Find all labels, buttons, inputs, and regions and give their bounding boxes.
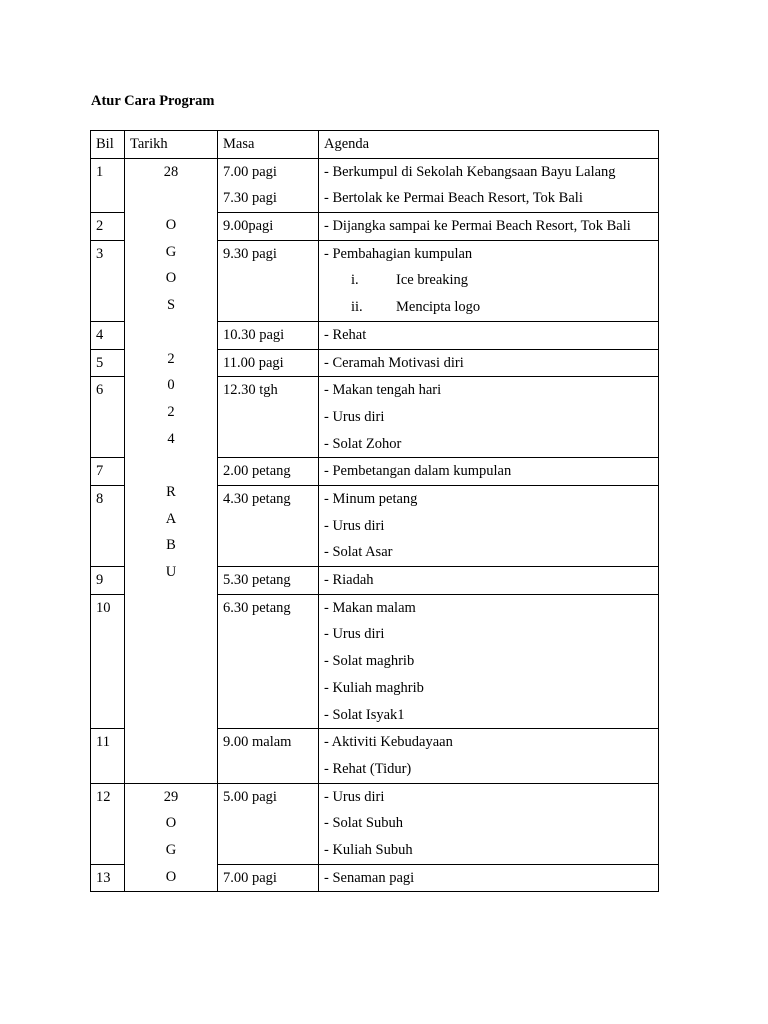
date-char bbox=[130, 319, 212, 346]
date-char: 2 bbox=[167, 403, 175, 420]
date-char: R bbox=[166, 483, 176, 500]
agenda-line: - Minum petang bbox=[324, 491, 418, 508]
row-masa bbox=[218, 213, 319, 241]
row-agenda bbox=[319, 240, 659, 321]
agenda-line: - Kuliah maghrib bbox=[324, 679, 424, 696]
row-bil: 8 bbox=[91, 486, 125, 567]
row-bil: 10 bbox=[91, 594, 125, 728]
agenda-line: - Riadah bbox=[324, 572, 374, 589]
date-char: U bbox=[165, 564, 177, 581]
agenda-line: - Urus diri bbox=[324, 517, 385, 534]
date-char: G bbox=[165, 243, 177, 260]
row-masa bbox=[218, 783, 319, 864]
row-agenda bbox=[319, 567, 659, 595]
row-masa bbox=[218, 349, 319, 377]
agenda-line: - Solat Subuh bbox=[324, 815, 403, 832]
masa-line: 7.00 pagi bbox=[223, 163, 277, 180]
row-bil: 9 bbox=[91, 567, 125, 595]
masa-line: 6.30 petang bbox=[223, 599, 291, 616]
date-cell-day1 bbox=[125, 158, 218, 783]
row-bil: 11 bbox=[91, 729, 125, 783]
header-row bbox=[91, 131, 659, 159]
schedule-table bbox=[90, 130, 659, 892]
subitem-number: ii. bbox=[351, 299, 363, 316]
row-masa bbox=[218, 377, 319, 458]
header-masa: Masa bbox=[218, 131, 319, 159]
row-agenda bbox=[319, 729, 659, 783]
table-row bbox=[91, 783, 659, 864]
row-agenda bbox=[319, 349, 659, 377]
date-char: 4 bbox=[167, 430, 175, 447]
row-agenda bbox=[319, 321, 659, 349]
masa-line: 11.00 pagi bbox=[223, 354, 284, 371]
agenda-line: - Pembetangan dalam kumpulan bbox=[324, 463, 512, 480]
date-char bbox=[130, 452, 212, 479]
agenda-line: - Rehat bbox=[324, 326, 367, 343]
row-masa bbox=[218, 594, 319, 728]
masa-line: 2.00 petang bbox=[223, 463, 291, 480]
date-char: O bbox=[165, 815, 177, 832]
subitem-text: Ice breaking bbox=[396, 272, 469, 289]
header-bil: Bil bbox=[91, 131, 125, 159]
row-masa bbox=[218, 321, 319, 349]
document-title: Atur Cara Program bbox=[91, 93, 215, 109]
agenda-line: - Solat Isyak1 bbox=[324, 706, 405, 723]
masa-line: 10.30 pagi bbox=[223, 326, 285, 343]
agenda-line: - Dijangka sampai ke Permai Beach Resort, Tok Bali bbox=[324, 218, 631, 235]
row-agenda bbox=[319, 458, 659, 486]
masa-line: 5.00 pagi bbox=[223, 788, 277, 805]
row-bil: 2 bbox=[91, 213, 125, 241]
date-char: A bbox=[165, 510, 177, 527]
agenda-line: - Berkumpul di Sekolah Kebangsaan Bayu Lalang bbox=[324, 163, 616, 180]
agenda-line: - Ceramah Motivasi diri bbox=[324, 354, 464, 371]
table-row bbox=[91, 158, 659, 212]
agenda-line: - Urus diri bbox=[324, 408, 385, 425]
date-char: B bbox=[166, 537, 176, 554]
date-char: 28 bbox=[163, 163, 179, 180]
row-bil: 3 bbox=[91, 240, 125, 321]
row-masa bbox=[218, 567, 319, 595]
date-char: O bbox=[165, 868, 177, 885]
row-masa bbox=[218, 486, 319, 567]
masa-line: 9.30 pagi bbox=[223, 245, 277, 262]
agenda-subitem bbox=[324, 267, 653, 294]
date-char: O bbox=[165, 270, 177, 287]
row-masa bbox=[218, 240, 319, 321]
masa-line: 7.00 pagi bbox=[223, 869, 277, 886]
masa-line: 9.00pagi bbox=[223, 218, 274, 235]
row-agenda bbox=[319, 864, 659, 892]
row-masa bbox=[218, 158, 319, 212]
date-char: O bbox=[165, 217, 177, 234]
row-agenda bbox=[319, 594, 659, 728]
agenda-line: - Urus diri bbox=[324, 788, 385, 805]
row-agenda bbox=[319, 783, 659, 864]
agenda-line: - Makan malam bbox=[324, 599, 416, 616]
masa-line: 5.30 petang bbox=[223, 572, 291, 589]
header-tarikh: Tarikh bbox=[125, 131, 218, 159]
masa-line: 7.30 pagi bbox=[223, 190, 277, 207]
row-agenda bbox=[319, 486, 659, 567]
row-bil: 7 bbox=[91, 458, 125, 486]
row-masa bbox=[218, 864, 319, 892]
date-char bbox=[130, 185, 212, 212]
row-bil: 1 bbox=[91, 158, 125, 212]
date-char: 29 bbox=[163, 788, 179, 805]
agenda-line: - Makan tengah hari bbox=[324, 382, 442, 399]
agenda-line: - Solat Zohor bbox=[324, 435, 402, 452]
date-char: 0 bbox=[167, 377, 175, 394]
agenda-line: - Solat Asar bbox=[324, 544, 393, 561]
row-masa bbox=[218, 458, 319, 486]
row-bil: 6 bbox=[91, 377, 125, 458]
masa-line: 12.30 tgh bbox=[223, 382, 278, 399]
masa-line: 4.30 petang bbox=[223, 491, 291, 508]
agenda-line: - Solat maghrib bbox=[324, 653, 415, 670]
row-bil: 12 bbox=[91, 783, 125, 864]
masa-line: 9.00 malam bbox=[223, 734, 292, 751]
subitem-number: i. bbox=[351, 272, 359, 289]
row-agenda bbox=[319, 213, 659, 241]
row-masa bbox=[218, 729, 319, 783]
agenda-line: - Senaman pagi bbox=[324, 869, 415, 886]
row-agenda bbox=[319, 158, 659, 212]
row-bil: 13 bbox=[91, 864, 125, 892]
agenda-line: - Kuliah Subuh bbox=[324, 841, 413, 858]
date-char: G bbox=[165, 841, 177, 858]
agenda-line: - Aktiviti Kebudayaan bbox=[324, 734, 453, 751]
agenda-line: - Bertolak ke Permai Beach Resort, Tok Bali bbox=[324, 190, 583, 207]
row-bil: 4 bbox=[91, 321, 125, 349]
date-char: 2 bbox=[167, 350, 175, 367]
row-bil: 5 bbox=[91, 349, 125, 377]
subitem-text: Mencipta logo bbox=[396, 299, 481, 316]
row-agenda bbox=[319, 377, 659, 458]
header-agenda: Agenda bbox=[319, 131, 659, 159]
agenda-subitem bbox=[324, 294, 653, 321]
agenda-line: - Rehat (Tidur) bbox=[324, 760, 412, 777]
agenda-line: - Urus diri bbox=[324, 626, 385, 643]
agenda-line: - Pembahagian kumpulan bbox=[324, 245, 473, 262]
date-cell-day2 bbox=[125, 783, 218, 892]
date-char: S bbox=[166, 297, 176, 314]
